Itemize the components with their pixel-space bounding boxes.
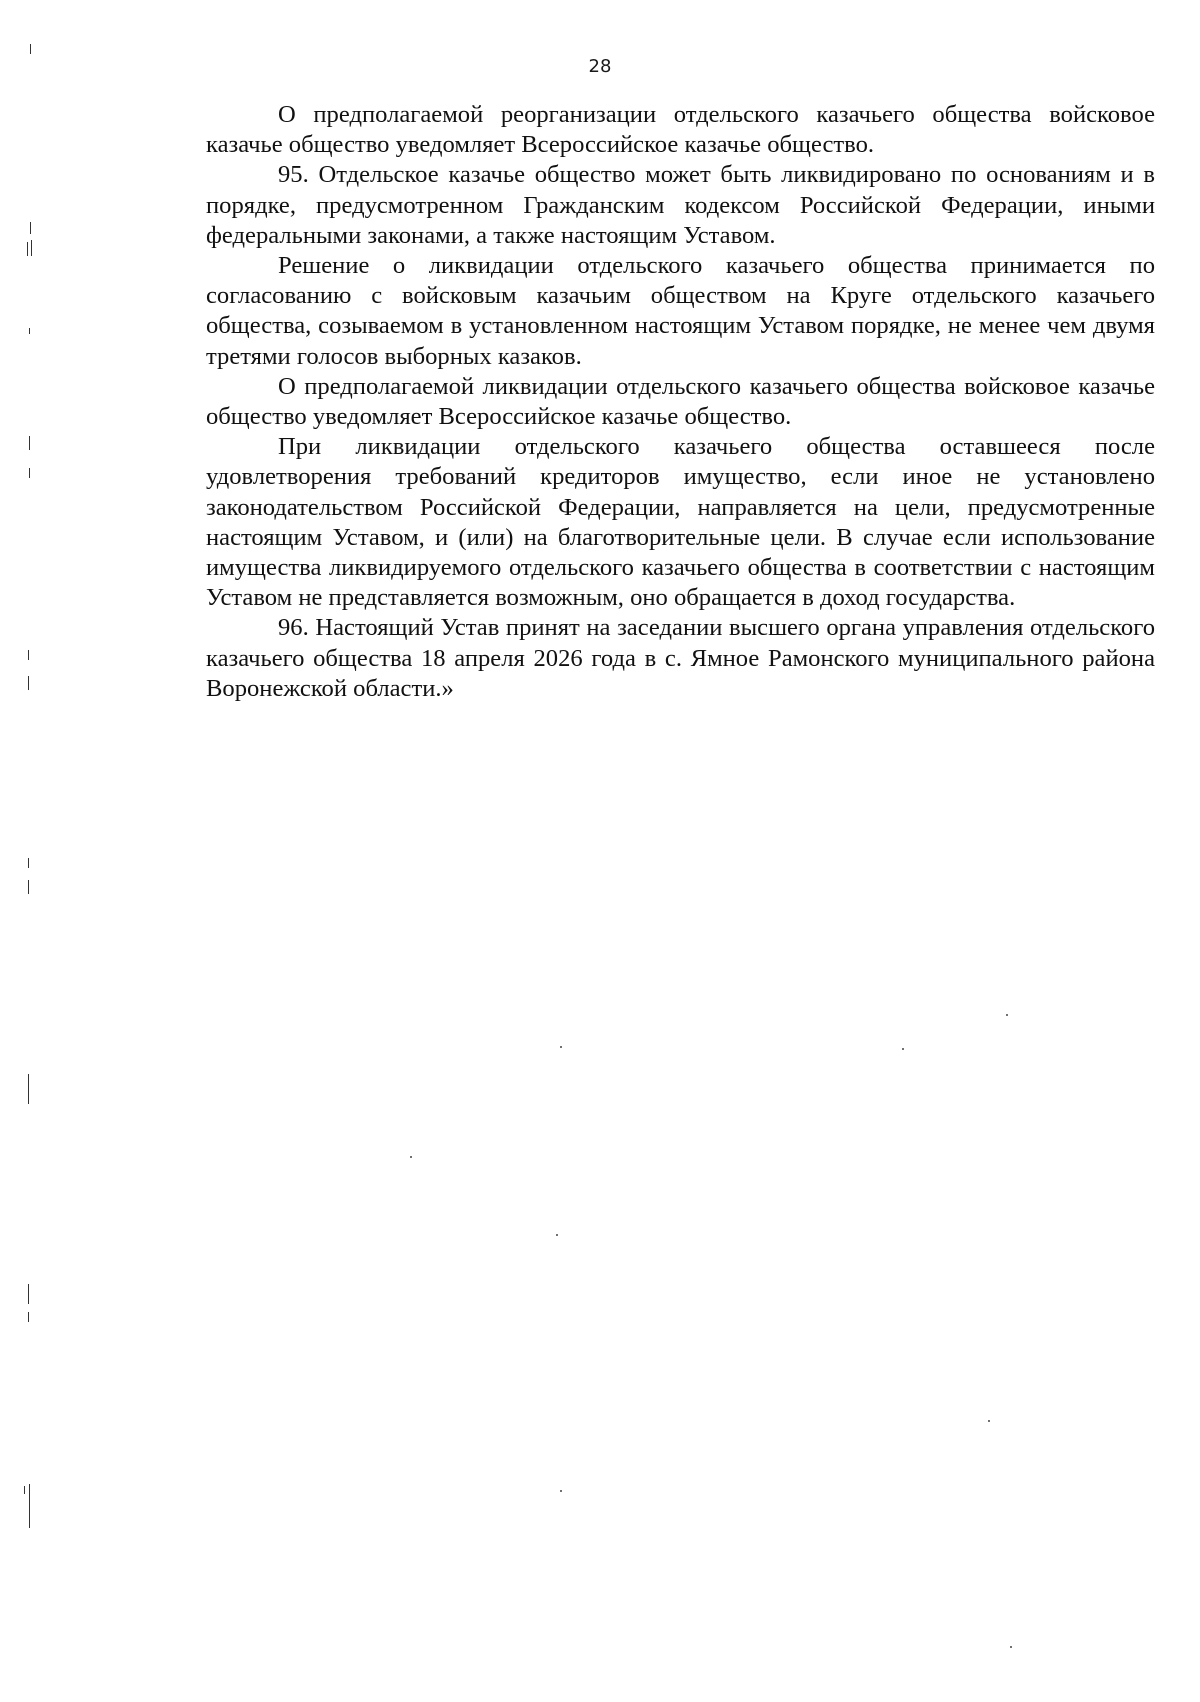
scan-artifact [24, 1486, 25, 1494]
scan-speck [988, 1420, 990, 1422]
paragraph-property-distribution: При ликвидации отдельского казачьего общества оставшееся после удовлетворения требований кредиторов имущество, если иное не установлено законодательством Российской Федерации, направляется на цели, предусмотренные настоящим Уставом, и (или) на благотворительные цели. В случае если использование имущества ликвидируемого отдельского казачьего общества в соответствии с настоящим Уставом не представляется возможным, оно обращается в доход государства. [206, 433, 1155, 612]
scan-artifact [29, 1484, 30, 1528]
paragraph-article-96: 96. Настоящий Устав принят на заседании высшего органа управления отдельского казачьего общества 18 апреля 2026 года в с. Ямное Рамонского муниципального района Воронежской области.» [206, 614, 1155, 702]
scan-speck [560, 1490, 562, 1492]
paragraph-reorganization-notice: О предполагаемой реорганизации отдельского казачьего общества войсковое казачье общество уведомляет Всероссийское казачье общество. [206, 101, 1155, 159]
scan-speck [1006, 1014, 1008, 1016]
scan-artifact [28, 1284, 29, 1304]
scan-speck [560, 1046, 562, 1048]
scan-speck [556, 1234, 558, 1236]
scan-artifact [28, 1312, 29, 1322]
scan-artifact [28, 858, 29, 868]
scan-artifact [29, 468, 30, 478]
paragraph-liquidation-decision: Решение о ликвидации отдельского казачьего общества принимается по согласованию с войсковым казачьим обществом на Круге отдельского казачьего общества, созываемом в установленном настоящим Уставом порядке, не менее чем двумя третями голосов выборных казаков. [206, 252, 1155, 370]
scan-artifact [28, 676, 29, 690]
scan-speck [1010, 1646, 1012, 1648]
document-body [206, 100, 1155, 704]
page-number: 28 [588, 56, 612, 77]
scan-artifact [29, 436, 30, 450]
paragraph-article-95: 95. Отдельское казачье общество может быть ликвидировано по основаниям и в порядке, предусмотренном Гражданским кодексом Российской Федерации, иными федеральными законами, а также настоящим Уставом. [206, 161, 1155, 249]
scan-artifact [28, 650, 29, 660]
scan-speck [902, 1048, 904, 1050]
scan-artifact [31, 240, 32, 256]
scan-artifact [30, 222, 31, 234]
scan-artifact [30, 44, 31, 54]
scan-artifact [28, 1074, 29, 1104]
scan-speck [410, 1156, 412, 1158]
scan-artifact [28, 888, 29, 894]
scan-artifact [27, 242, 28, 256]
paragraph-liquidation-notice: О предполагаемой ликвидации отдельского казачьего общества войсковое казачье общество уведомляет Всероссийское казачье общество. [206, 372, 1155, 431]
scan-artifact [29, 328, 30, 334]
